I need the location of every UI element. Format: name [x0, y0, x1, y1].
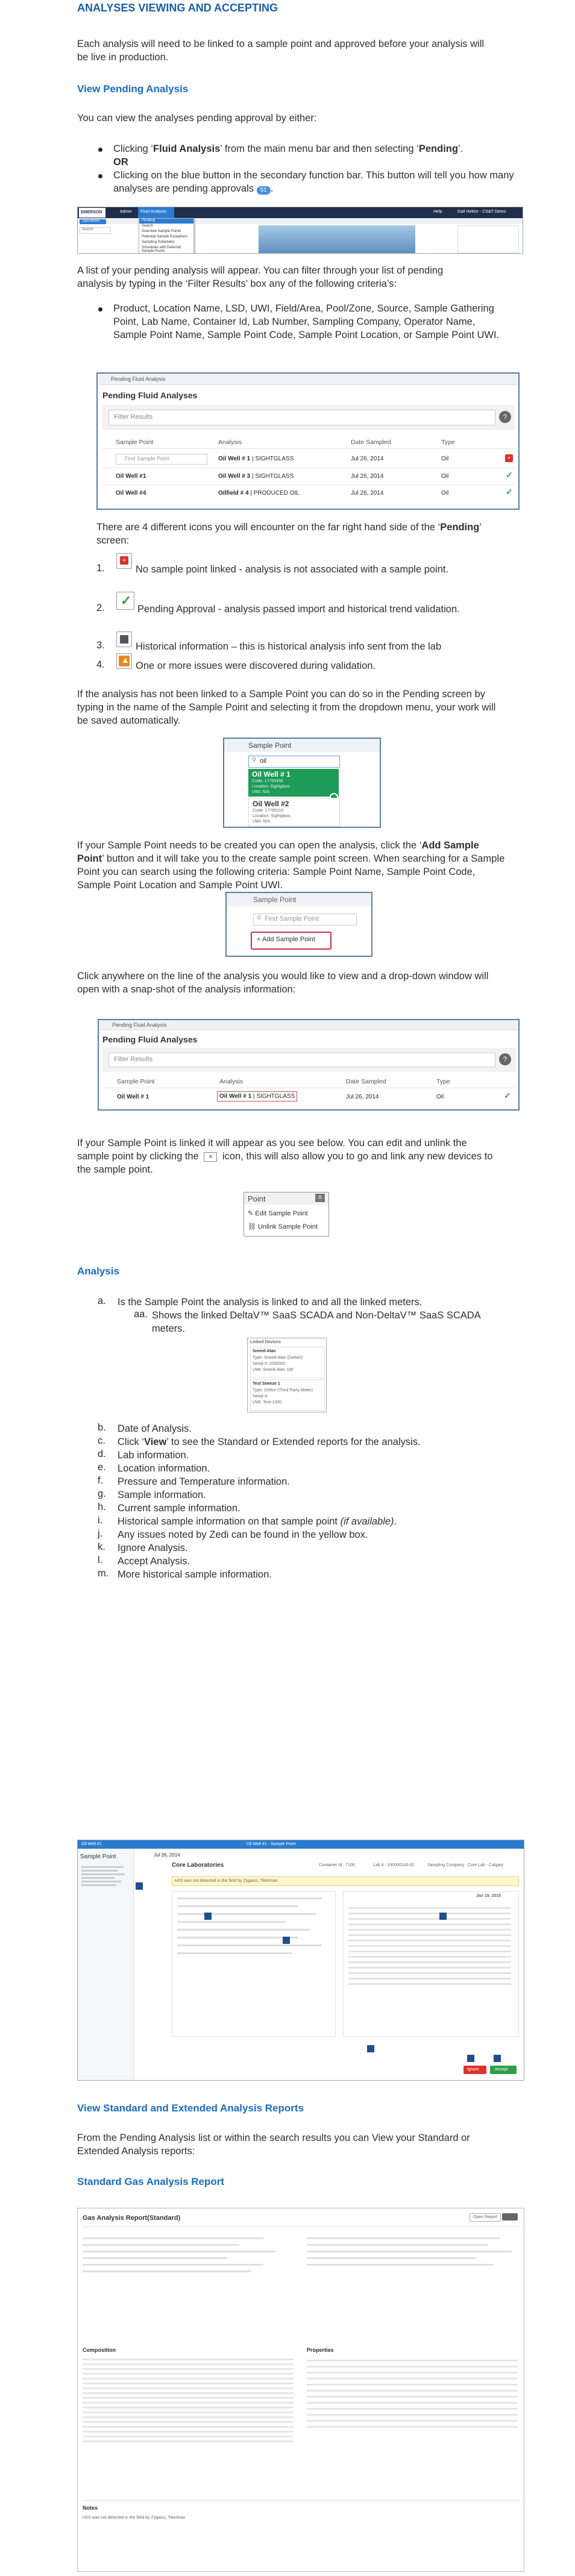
- text: Click ‘: [118, 1437, 144, 1447]
- properties-panel: [343, 1891, 519, 2037]
- item-location: Location: Sightglass: [253, 814, 291, 818]
- operations-label: Operations: [82, 219, 100, 223]
- filter-input[interactable]: [108, 410, 495, 425]
- grey-square-icon: [120, 635, 128, 644]
- list-letter: d.: [98, 1449, 106, 1459]
- list-letter: j.: [98, 1528, 103, 1539]
- header-analysis: Analysis: [219, 1078, 244, 1085]
- marker-icon: [204, 1913, 212, 1920]
- orange-warning-icon: [119, 656, 130, 666]
- unlink-sample-point-item[interactable]: ⛓ Unlink Sample Point: [248, 1223, 318, 1230]
- reports-title: View Standard and Extended Analysis Reports: [77, 2102, 304, 2114]
- analysis-a: Is the Sample Point the analysis is linked to and all the linked meters.: [118, 1297, 423, 1308]
- menu-admin[interactable]: Admin: [120, 210, 132, 214]
- breadcrumb: Pending Fluid Analysis: [112, 1022, 167, 1028]
- item-uwi: UWI: N/A: [252, 790, 270, 794]
- page-title: Pending Fluid Analyses: [102, 1035, 198, 1044]
- list-item-selected[interactable]: [248, 769, 339, 797]
- header-band: [227, 893, 371, 906]
- or-label: OR: [113, 157, 128, 168]
- text-bold: Add Sample Point: [77, 840, 479, 864]
- analysis-date: Jul 26, 2014: [154, 1852, 180, 1858]
- lab-name: Core Laboratories: [172, 1862, 224, 1869]
- check-icon: ✓: [506, 470, 513, 480]
- standard-title: Standard Gas Analysis Report: [77, 2176, 225, 2187]
- meter-type: Type: Orifice (Third Party Meter): [253, 1388, 313, 1393]
- text: If your Sample Point needs to be created you can open the analysis, click the ‘: [77, 840, 422, 851]
- linked-meters-screenshot: [247, 1338, 327, 1412]
- table-row[interactable]: Oilfield # 4 | PRODUCED OIL: [218, 490, 300, 497]
- header-type: Type: [436, 1078, 450, 1085]
- table-row[interactable]: Oil Well # 3 | SIGHTGLASS: [218, 473, 294, 480]
- list-letter: m.: [98, 1568, 109, 1579]
- analysis-sub: SIGHTGLASS: [255, 473, 294, 480]
- check-icon: ✓: [504, 1091, 511, 1100]
- sample-point-cell: Oil Well #4: [116, 490, 146, 497]
- list-letter: g.: [98, 1488, 106, 1499]
- no-sample-point-icon: +: [505, 454, 513, 462]
- list-letter: f.: [98, 1475, 104, 1486]
- meter-name: Sneed-Alan: [253, 1349, 276, 1353]
- check-icon: ✓: [506, 487, 513, 497]
- header-date: Date Sampled: [346, 1078, 386, 1085]
- text: Clicking on the blue button in the secondary function bar. This button will tell you how many analyses are pending approvals: [113, 170, 514, 194]
- search-icon: ⚲: [252, 757, 257, 763]
- help-icon[interactable]: ?: [499, 411, 511, 423]
- meter-name: Test Sneeze 1: [253, 1382, 280, 1386]
- pending-count-badge: 51: [257, 186, 271, 195]
- report-header-info: [83, 2233, 288, 2317]
- text-bold: Fluid Analysis: [153, 143, 221, 154]
- criteria-list: Product, Location Name, LSD, UWI, Field/Area, Pool/Zone, Source, Sample Gathering Point, Lab Name, Container Id, Lab Number, Sampling Company, Operator Name, Sample Point Name, Sample Point Code, Sample Point Location, or Sample Point UWI.: [113, 303, 500, 340]
- analysis-sub: SIGHTGLASS: [256, 1093, 295, 1100]
- view-pending-lead: You can view the analyses pending approval by either:: [77, 113, 317, 124]
- menu-icon: ≡: [204, 1152, 217, 1162]
- text-bold: View: [144, 1437, 167, 1447]
- find-sample-point-input[interactable]: [116, 454, 207, 465]
- divider: [83, 2500, 520, 2501]
- sidebar-title: Sample Point: [80, 1854, 116, 1860]
- lab-number: Lab # : 100000243-01: [373, 1863, 415, 1867]
- analysis-h: Current sample information.: [118, 1503, 240, 1514]
- bullet-dot: [98, 174, 102, 178]
- landscape-image: [259, 225, 415, 254]
- marker-icon: [439, 1913, 447, 1920]
- marker-icon: [283, 1937, 290, 1944]
- find-placeholder: Find Sample Point: [125, 456, 169, 462]
- marker-icon: [136, 1882, 143, 1890]
- reports-paragraph: From the Pending Analysis list or within the search results you can View your Standard or Extended Analysis reports:: [77, 2133, 470, 2157]
- breadcrumb: Pending Fluid Analysis: [111, 376, 166, 382]
- list-letter: k.: [98, 1541, 105, 1552]
- analysis-name: Oil Well # 3: [218, 473, 251, 480]
- header-date: Date Sampled: [351, 439, 391, 446]
- menu-fluid-analysis[interactable]: Fluid Analysis: [140, 210, 166, 214]
- meter-serial: Serial #:: [253, 1394, 268, 1399]
- text: ’.: [457, 143, 463, 154]
- list-number: 1.: [96, 563, 105, 574]
- report-screenshot: [77, 2208, 524, 2572]
- list-letter: a.: [98, 1296, 106, 1306]
- analysis-b: Date of Analysis.: [118, 1423, 192, 1434]
- bullet-dot: [98, 148, 102, 152]
- list-paragraph: A list of your pending analysis will appear. You can filter through your list of pending analysis by typing in the ‘Filter Results’ box any of the following criteria’s:: [77, 265, 444, 289]
- lab-location-panel: [172, 1891, 336, 2037]
- type-cell: Oil: [441, 456, 449, 462]
- list-letter: i.: [98, 1515, 103, 1526]
- text: ’ to see the Standard or Extended reports for the analysis.: [166, 1437, 421, 1447]
- list-number: 2.: [96, 603, 105, 613]
- notes-heading: Notes: [83, 2505, 98, 2511]
- dropdown-item-exceptions[interactable]: Potential Sample Exceptions: [142, 235, 188, 239]
- analysis-sub: PRODUCED OIL: [253, 490, 300, 497]
- analysis-k: Ignore Analysis.: [118, 1543, 188, 1553]
- type-cell: Oil: [436, 1094, 444, 1100]
- linked-paragraph: [77, 1136, 499, 1176]
- icon-desc-3: Historical information – this is historical analysis info sent from the lab: [136, 641, 442, 652]
- header-type: Type: [441, 439, 455, 446]
- properties-heading: Properties: [307, 2347, 334, 2353]
- text: icon, this will also allow you to go and link any new devices to the sample point.: [77, 1151, 493, 1175]
- pending-approval-icon: [116, 592, 134, 610]
- bullet-fluid-analysis: [113, 142, 463, 155]
- meter-uwi: UWI: Test-1000: [253, 1400, 282, 1405]
- meter-card[interactable]: [250, 1379, 325, 1411]
- unlink-label: Unlink Sample Point: [258, 1223, 318, 1230]
- sample-point-input[interactable]: [248, 756, 340, 768]
- red-plus-icon: +: [120, 556, 128, 565]
- icons-paragraph: [96, 521, 512, 547]
- icon-desc-2: Pending Approval - analysis passed import and historical trend validation.: [137, 604, 460, 615]
- analysis-detail-screenshot: [77, 1840, 524, 2081]
- click-paragraph: Click anywhere on the line of the analysis you would like to view and a drop-down window will open with a snap-shot of the analysis information:: [77, 971, 489, 995]
- ignore-button[interactable]: [463, 2066, 486, 2074]
- query-text: oil: [260, 757, 267, 765]
- section-title: ANALYSES VIEWING AND ACCEPTING: [77, 2, 278, 14]
- page-title: Pending Fluid Analyses: [102, 390, 198, 400]
- list-letter: b.: [98, 1422, 106, 1433]
- tab-3[interactable]: Oil Well #1 - Sample Point: [247, 1842, 296, 1846]
- dropdown-item-pending[interactable]: Pending: [142, 219, 156, 222]
- composition-heading: Composition: [83, 2347, 116, 2353]
- report-title: Gas Analysis Report(Standard): [83, 2214, 181, 2222]
- date-cell: Jul 26, 2014: [351, 490, 384, 497]
- sample-point-search-screenshot: [223, 738, 381, 828]
- check-icon: ✓: [121, 593, 132, 608]
- accept-label: Accept: [495, 2067, 508, 2072]
- item-name: Oil Well # 1: [252, 770, 291, 779]
- text: There are 4 different icons you will encounter on the far right hand side of the ‘: [96, 522, 441, 533]
- dropdown-item-search[interactable]: Search: [142, 224, 154, 228]
- menu-user[interactable]: Gail Hektor - CS&T Demo: [457, 210, 506, 214]
- list-number: 4.: [96, 659, 105, 670]
- filter-placeholder: Filter Results: [114, 413, 153, 421]
- analysis-name: Oil Well # 1: [218, 456, 251, 462]
- analysis-l: Accept Analysis.: [118, 1556, 190, 1567]
- item-uwi: UWI: N/A: [253, 819, 271, 824]
- icon-desc-4: One or more issues were discovered during validation.: [136, 660, 376, 671]
- list-letter: c.: [98, 1435, 105, 1446]
- header-band: [224, 739, 380, 752]
- text-bold: Pending: [440, 522, 480, 533]
- meter-serial: Serial #: 2030002: [253, 1362, 286, 1366]
- header-sample-point: Sample Point: [117, 1078, 155, 1085]
- side-panel: [457, 225, 519, 253]
- text: If your Sample Point is linked it will appear as you see below. You can edit and unlink the sample point by clicking the: [77, 1138, 467, 1162]
- add-sample-point-label: + Add Sample Point: [257, 936, 315, 943]
- point-menu-screenshot: [244, 1192, 329, 1236]
- analysis-m: More historical sample information.: [118, 1569, 272, 1580]
- composition-table: [83, 2355, 294, 2488]
- item-code: Code: 17765456: [252, 779, 283, 783]
- pending-screenshot-2: [98, 1019, 520, 1111]
- find-placeholder: Find Sample Point: [265, 915, 319, 923]
- filter-input[interactable]: [108, 1053, 495, 1067]
- brand-text: EMERSON: [81, 210, 102, 215]
- add-sample-point-screenshot: [225, 892, 372, 957]
- intro-paragraph: Each analysis will need to be linked to a sample point and approved before your analysis will be live in production.: [77, 39, 485, 63]
- search-box[interactable]: [80, 227, 111, 234]
- warning-glyph: ▲: [121, 655, 130, 665]
- marker-icon: [367, 2045, 374, 2052]
- point-label: Point: [248, 1194, 266, 1203]
- meter-card[interactable]: [250, 1347, 325, 1378]
- meter-uwi: UWI: Sneed-Alan 100: [253, 1368, 294, 1372]
- filter-placeholder: Filter Results: [114, 1056, 153, 1063]
- text: .: [394, 1516, 397, 1527]
- table-row[interactable]: Oil Well # 1 | SIGHTGLASS: [218, 456, 294, 462]
- container-id: Container Id : 7106: [319, 1863, 355, 1867]
- edit-sample-point-item[interactable]: ✎ Edit Sample Point: [248, 1210, 308, 1217]
- list-letter: h.: [98, 1502, 106, 1512]
- tab-1[interactable]: Oil Well #1: [81, 1842, 102, 1846]
- date-cell: Jul 26, 2014: [346, 1094, 379, 1100]
- analysis-name: Oil Well # 1: [219, 1093, 252, 1100]
- find-sample-point-input[interactable]: [253, 914, 357, 926]
- linked-title: Linked Devices: [250, 1340, 281, 1344]
- analysis-e: Location information.: [118, 1463, 210, 1474]
- table-row[interactable]: Oil Well # 1 | SIGHTGLASS: [217, 1091, 297, 1102]
- text: ’ screen:: [96, 522, 482, 546]
- issue-note-box: [172, 1876, 519, 1886]
- menu-screenshot: [77, 207, 523, 254]
- dropdown-item-deferred[interactable]: Schedules with Deferred Sample Points: [142, 246, 181, 253]
- print-button[interactable]: [502, 2213, 518, 2220]
- title-bar: [78, 1840, 524, 1849]
- row-divider: [102, 484, 515, 485]
- bullet-dot: [98, 307, 102, 312]
- text-italic: (if available): [340, 1516, 394, 1527]
- search-label: Search: [82, 228, 94, 231]
- menu-help[interactable]: Help: [433, 210, 442, 214]
- bullet-blue-button: Clicking on the blue button in the secondary function bar. This button will tell you how many analyses are pending approvals 51 .: [113, 170, 514, 194]
- analysis-c: [118, 1435, 421, 1449]
- sidebar-lines: [81, 1864, 130, 1907]
- text: Historical sample information on that sample point: [118, 1516, 341, 1527]
- analysis-title: Analysis: [77, 1265, 119, 1277]
- icon-desc-1: No sample point linked - analysis is not associated with a sample point.: [136, 564, 449, 575]
- list-number: 3.: [96, 640, 105, 651]
- list-item[interactable]: [248, 798, 340, 827]
- operations-button[interactable]: [80, 219, 106, 224]
- analysis-aa: Shows the linked DeltaV™ SaaS SCADA and Non-DeltaV™ SaaS SCADA meters.: [152, 1310, 480, 1334]
- sample-point-cell: Oil Well #1: [116, 473, 146, 480]
- row-divider: [102, 448, 515, 449]
- date-cell: Jul 26, 2014: [351, 456, 384, 462]
- fluid-dropdown: [139, 218, 194, 254]
- meter-type: Type: Sneed-Alan (DeltaV): [253, 1356, 303, 1360]
- marker-icon: [467, 2055, 474, 2062]
- view-pending-title: View Pending Analysis: [77, 83, 189, 95]
- pending-screenshot: [96, 372, 520, 510]
- text: ’ from the main menu bar and then selecting ‘: [220, 143, 419, 154]
- marker-icon: [494, 2055, 501, 2062]
- open-report-button[interactable]: [470, 2213, 501, 2222]
- list-letter: e.: [98, 1462, 106, 1473]
- brand-logo: [79, 208, 105, 218]
- header-sample-point: Sample Point: [116, 439, 154, 446]
- analysis-j: Any issues noted by Zedi can be found in the yellow box.: [118, 1529, 368, 1540]
- report-location-info: [307, 2233, 518, 2317]
- issue-icon: [116, 653, 132, 669]
- analysis-g: Sample information.: [118, 1490, 206, 1500]
- props-date: Jan 15, 2015: [476, 1894, 501, 1898]
- open-report-label: Open Report: [473, 2215, 498, 2219]
- analysis-name: Oilfield # 4: [218, 490, 249, 497]
- issue-note: H2S was not detected in the field by Zygaiss, Tikerman: [175, 1879, 278, 1883]
- sampling-company: Sampling Company : Core Lab - Calgary: [427, 1863, 504, 1867]
- dropdown-item-schedules[interactable]: Sampling Schedules: [142, 240, 175, 244]
- text: Clicking ‘: [113, 143, 154, 154]
- sample-point-cell: Oil Well # 1: [117, 1094, 149, 1100]
- properties-table: [307, 2355, 518, 2476]
- list-letter: l.: [98, 1555, 103, 1565]
- ignore-label: Ignore: [467, 2067, 479, 2072]
- sample-point-label: Sample Point: [248, 741, 292, 750]
- menu-toggle-icon[interactable]: ≡: [315, 1194, 325, 1202]
- analysis-i: [118, 1515, 397, 1528]
- type-cell: Oil: [441, 490, 449, 497]
- search-icon: ⚲: [257, 915, 262, 921]
- notes-text: H2S was not detected in the field by Zygaiss, Tikerman: [83, 2516, 186, 2520]
- header-analysis: Analysis: [218, 439, 242, 446]
- item-location: Location: Sightglass: [252, 785, 290, 789]
- help-icon[interactable]: ?: [499, 1053, 511, 1065]
- item-name: Oil Well #2: [253, 800, 289, 808]
- add-paragraph: [77, 839, 505, 892]
- no-sample-point-icon: [116, 553, 132, 569]
- dropdown-item-overview[interactable]: Overview Sample Points: [142, 230, 181, 233]
- sample-point-label: Sample Point: [253, 895, 297, 904]
- edit-label: Edit Sample Point: [255, 1210, 308, 1217]
- add-sample-point-button[interactable]: [251, 932, 331, 950]
- list-letter: aa.: [134, 1309, 148, 1320]
- text-bold: Pending: [418, 143, 458, 154]
- text: ’ button and it will take you to the create sample point screen. When searching for a Sample Point you can search using the following criteria: Sample Point Name, Sample Point Code, Sample Point Location and Sample Point UWI.: [77, 853, 505, 891]
- analysis-sub: SIGHTGLASS: [255, 456, 294, 462]
- item-code: Code: 17765110: [253, 809, 284, 813]
- accept-button[interactable]: [490, 2066, 517, 2074]
- analysis-f: Pressure and Temperature information.: [118, 1476, 290, 1487]
- analysis-d: Lab information.: [118, 1450, 189, 1461]
- historical-icon: [116, 631, 132, 647]
- not-linked-paragraph: If the analysis has not been linked to a Sample Point you can do so in the Pending screen by typing in the name of the Sample Point and selecting it from the dropdown menu, your work will be saved automatically.: [77, 689, 496, 726]
- date-cell: Jul 26, 2014: [351, 473, 384, 480]
- type-cell: Oil: [441, 473, 449, 480]
